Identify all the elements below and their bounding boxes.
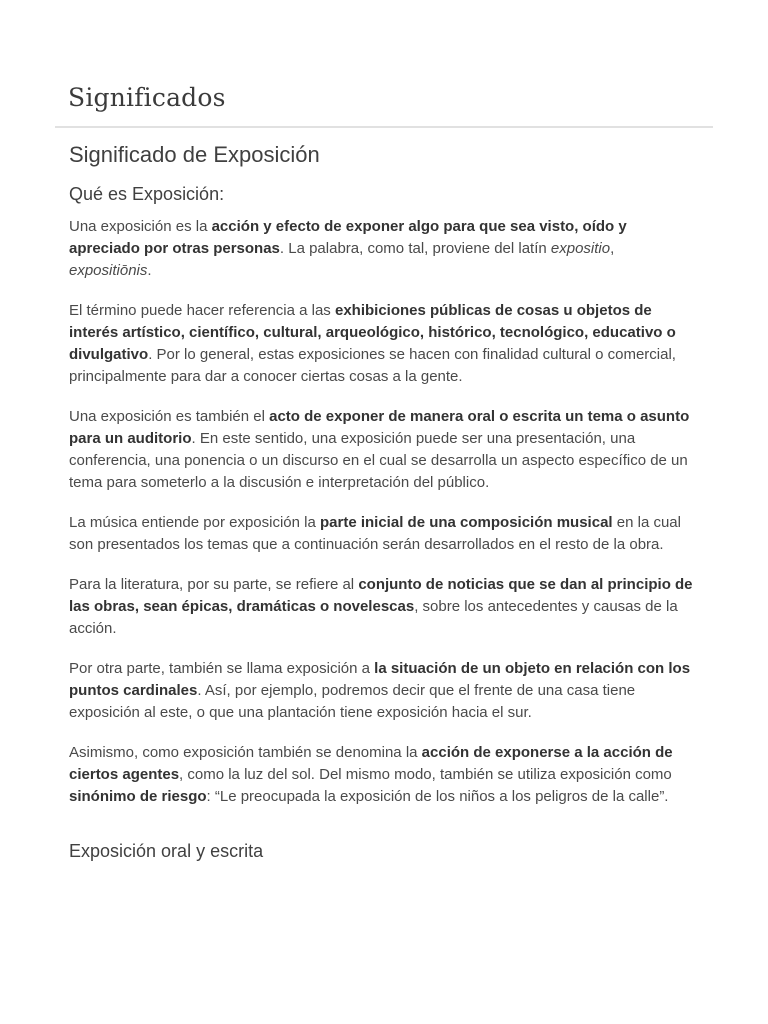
paragraph-exhibitions: El término puede hacer referencia a las exhibiciones públicas de cosas u objetos de interés artístico, científico, cultural, arqueológico, histórico, tecnológico, educativo o divulgativo. Por lo general, estas exposiciones se hacen con finalidad cultural o comercial, principalmente para dar a conocer ciertas cosas a la gente. <box>69 302 676 385</box>
paragraph-music: La música entiende por exposición la parte inicial de una composición musical en la cual son presentados los temas que a continuación serán desarrollados en el resto de la obra. <box>69 514 681 553</box>
paragraph-oral-written: Una exposición es también el acto de exponer de manera oral o escrita un tema o asunto para un auditorio. En este sentido, una exposición puede ser una presentación, una conferencia, una ponencia o un discurso en el cual se desarrolla un aspecto específico de un tema para someterlo a la discusión e interpretación del público. <box>69 408 690 491</box>
site-logo[interactable]: Significados <box>68 83 226 112</box>
article-title: Significado de Exposición <box>69 142 320 167</box>
paragraph-definition: Una exposición es la acción y efecto de exponer algo para que sea visto, oído y apreciado por otras personas. La palabra, como tal, proviene del latín expositio, expositiōnis. <box>69 218 627 279</box>
paragraph-literature: Para la literatura, por su parte, se refiere al conjunto de noticias que se dan al principio de las obras, sean épicas, dramáticas o novelescas, sobre los antecedentes y causas de la acción. <box>69 576 693 637</box>
section-heading: Qué es Exposición: <box>69 184 225 204</box>
paragraph-risk: Asimismo, como exposición también se denomina la acción de exponerse a la acción de ciertos agentes, como la luz del sol. Del mismo modo, también se utiliza exposición como sinónimo de riesgo: “Le preocupada la exposición de los niños a los peligros de la calle”. <box>69 744 673 805</box>
subsection-heading: Exposición oral y escrita <box>69 841 264 861</box>
article <box>69 140 699 864</box>
paragraph-cardinal-points: Por otra parte, también se llama exposición a la situación de un objeto en relación con los puntos cardinales. Así, por ejemplo, podremos decir que el frente de una casa tiene exposición al este, o que una plantación tiene exposición hacia el sur. <box>69 660 691 721</box>
site-header <box>55 78 713 128</box>
